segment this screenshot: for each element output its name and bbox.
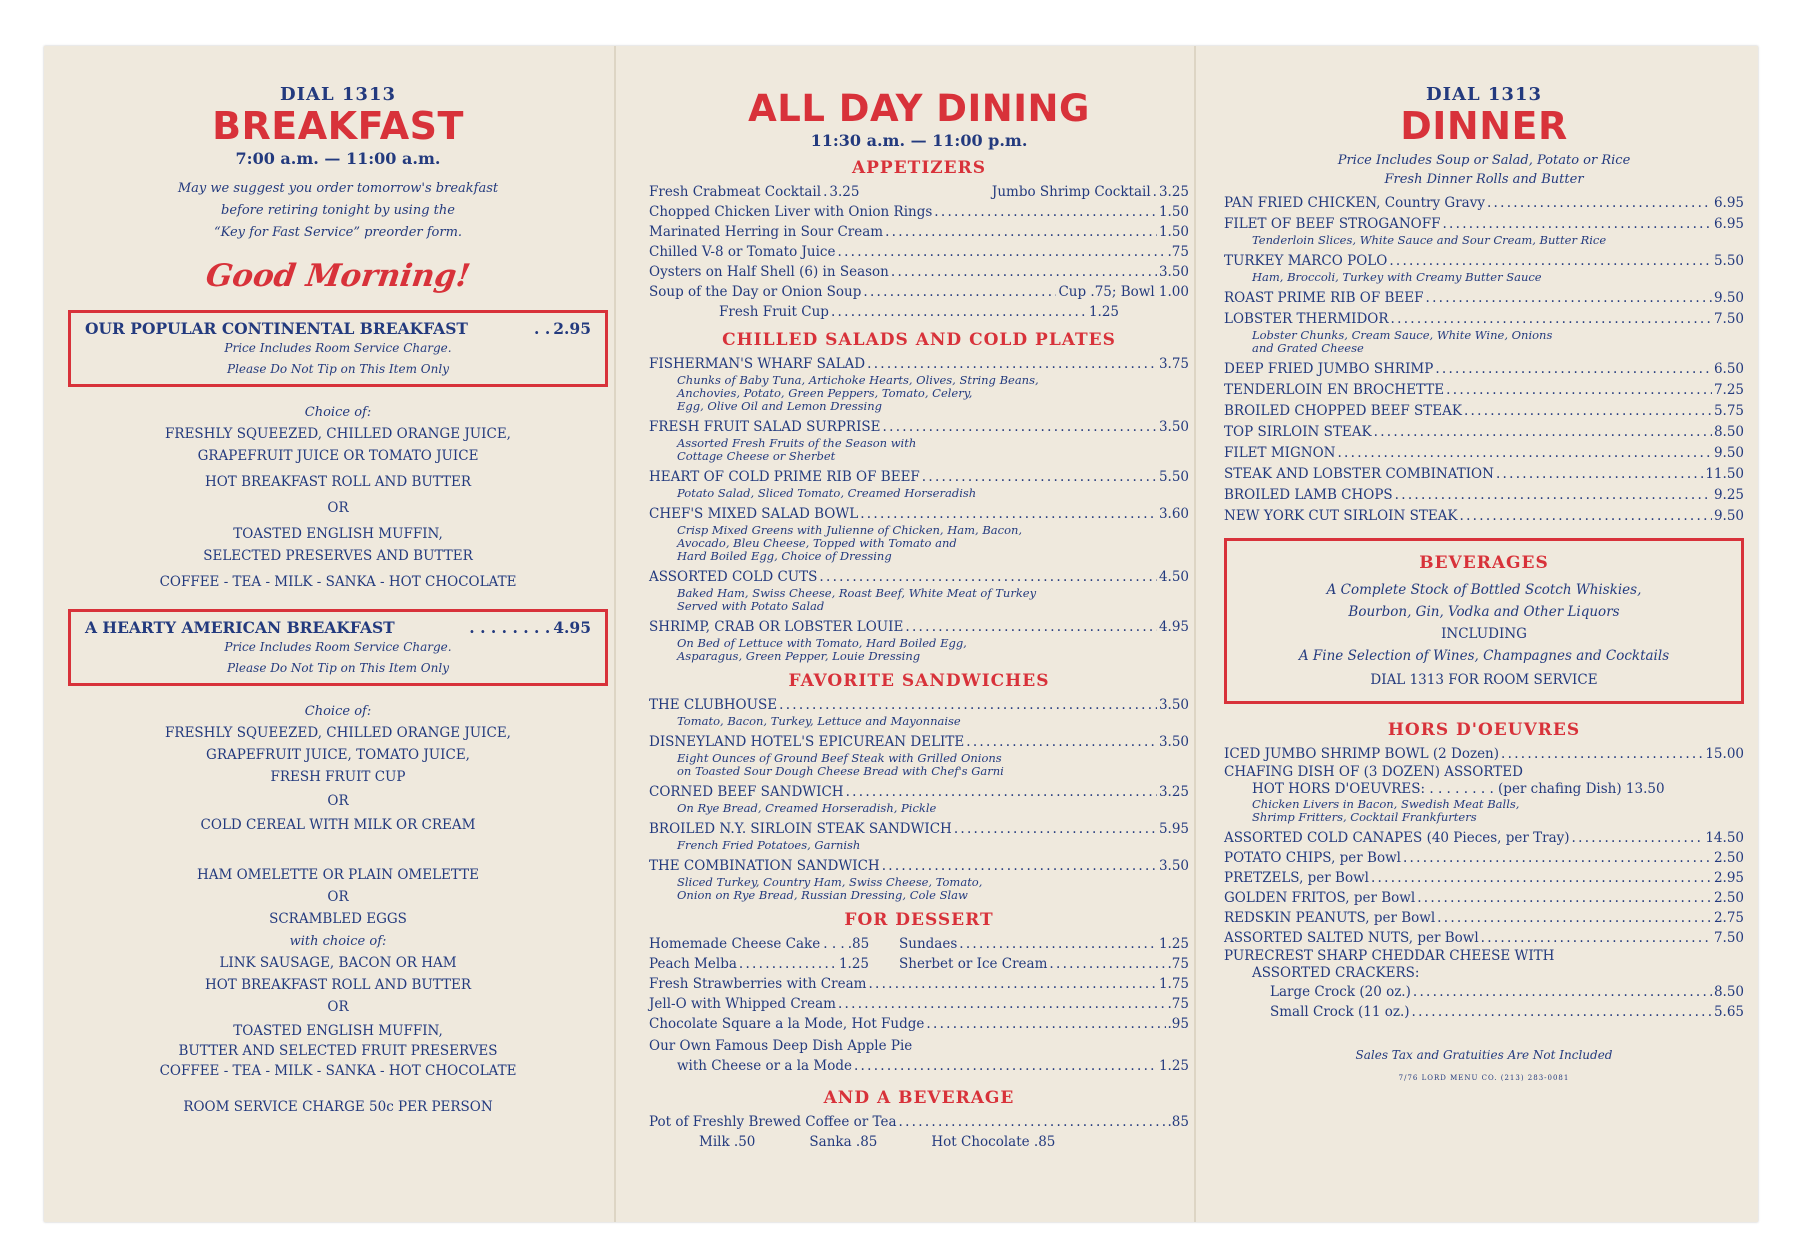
item-description [649,802,1189,815]
menu-line [1224,928,1744,948]
description-line: Eight Ounces of Ground Beef Steak with Grilled Onions [677,751,1002,765]
dot-leader [954,819,1157,839]
menu-line [649,994,1189,1014]
item-price: 3.75 [1158,356,1189,372]
menu-line [649,782,1189,802]
description-line: Served with Potato Salad [677,599,825,613]
menu-line [649,695,1189,715]
dot-leader [779,695,1157,715]
dot-leader [837,242,1165,262]
menu-line [649,819,1189,839]
item-description [1224,234,1744,247]
all-day-panel [649,46,1189,1222]
item-price: 9.50 [1713,290,1744,306]
menu-item [1224,908,1744,928]
menu-item [1224,506,1744,526]
description-line: Avocado, Bleu Cheese, Topped with Tomato and [677,536,957,550]
item-name: SHRIMP, CRAB OR LOBSTER LOUIE [649,619,904,635]
printer-credit: 7/76 LORD MENU CO. (213) 283-0081 [1398,1074,1570,1082]
item-name: BROILED LAMB CHOPS [1224,487,1393,503]
item-price: 3.50 [1158,697,1189,713]
item-price: 5.65 [1713,1004,1744,1020]
menu-item [649,222,1189,242]
menu-line [1224,888,1744,908]
item-price: 4.50 [1158,569,1189,585]
menu-line: ASSORTED CRACKERS: [1252,965,1420,981]
breakfast-hours: 7:00 a.m. — 11:00 a.m. [235,149,441,168]
dot-leader [882,856,1157,876]
menu-line [1224,251,1744,271]
continental-options: FRESHLY SQUEEZED, CHILLED ORANGE JUICE, GRAPEFRUIT JUICE OR TOMATO JUICE HOT BREAKFAST ROLL AND BUTTER OR TOASTED ENGLISH MUFFIN, SELECTED PRESERVES AND BUTTER COFFEE - TEA - MILK - SANKA - HOT CHOCOLATE [159,426,517,590]
item-name: Small Crock (11 oz.) [1270,1004,1410,1020]
beverages-box: BEVERAGES A Complete Stock of Bottled Scotch Whiskies, Bourbon, Gin, Vodka and Other Liquors INCLUDING A Fine Selection of Wines, Champagnes and Cocktails DIAL 1313 FOR ROOM SERVICE [1224,538,1744,704]
item-name: FILET MIGNON [1224,445,1336,461]
menu-line [1224,443,1744,463]
dot-leader [1391,309,1712,329]
menu-line: Peach Melba . . . 1.25 Sherbet or Ice Cream . . . .75 [649,954,1189,974]
item-description [649,437,1189,463]
dot-leader [1446,380,1712,400]
item-name: FISHERMAN'S WHARF SALAD [649,356,866,372]
menu-line [649,567,1189,587]
description-line: Baked Ham, Swiss Cheese, Roast Beef, White Meat of Turkey [677,586,1037,600]
dinner-dial: DIAL 1313 [1425,84,1542,105]
item-description [649,637,1189,663]
menu-item [1224,485,1744,505]
description-line: and Grated Cheese [1252,341,1364,355]
description-line: Tomato, Bacon, Turkey, Lettuce and Mayonnaise [677,714,961,728]
breakfast-title: BREAKFAST [212,104,464,148]
greeting: Good Morning! [203,258,473,294]
dot-leader [883,417,1157,437]
menu-item [649,262,1189,282]
item-description [649,487,1189,500]
item-name: Chopped Chicken Liver with Onion Rings [649,204,933,220]
item-name: Chilled V-8 or Tomato Juice [649,244,836,260]
menu-line [649,202,1189,222]
item-price: 4.95 [1158,619,1189,635]
dot-leader [1403,848,1712,868]
menu-item [1224,464,1744,484]
appetizers-heading: APPETIZERS [851,158,987,178]
item-price: 6.95 [1713,195,1744,211]
item-name: HEART OF COLD PRIME RIB OF BEEF [649,469,920,485]
sandwiches-heading: FAVORITE SANDWICHES [788,671,1050,691]
item-name: ROAST PRIME RIB OF BEEF [1224,290,1424,306]
menu-item [649,202,1189,222]
menu-item [649,504,1189,563]
menu-item [1224,443,1744,463]
dot-leader [966,732,1157,752]
item-price: .75 [1167,996,1189,1012]
menu-line: ICED JUMBO SHRIMP BOWL (2 Dozen) . . . 15.00 [1224,744,1744,764]
item-name: POTATO CHIPS, per Bowl [1224,850,1401,866]
item-price: 1.75 [1158,976,1189,992]
menu-line [1224,908,1744,928]
item-name: DEEP FRIED JUMBO SHRIMP [1224,361,1434,377]
menu-item [1270,1002,1744,1022]
dot-leader [1417,888,1712,908]
menu-line: with Cheese or a la Mode . . . 1.25 [649,1056,1189,1076]
menu-item [649,302,1189,322]
item-description: Chicken Livers in Bacon, Swedish Meat Balls, Shrimp Fritters, Cocktail Frankfurters [1252,797,1520,824]
item-name: GOLDEN FRITOS, per Bowl [1224,890,1416,906]
dot-leader [1413,982,1712,1002]
description-line: Egg, Olive Oil and Lemon Dressing [677,399,882,413]
menu-line [1224,309,1744,329]
menu-line [649,242,1189,262]
item-name: Fresh Fruit Cup [719,304,829,320]
item-name: THE COMBINATION SANDWICH [649,858,880,874]
menu-line: Our Own Famous Deep Dish Apple Pie [649,1038,913,1054]
dot-leader [934,202,1157,222]
item-price: 6.50 [1713,361,1744,377]
menu-item [649,242,1189,262]
description-line: Onion on Rye Bread, Russian Dressing, Cole Slaw [677,888,968,902]
item-price: 1.50 [1158,224,1189,240]
menu-item [1224,359,1744,379]
item-name: TURKEY MARCO POLO [1224,253,1388,269]
menu-line [1224,401,1744,421]
dot-leader [1437,908,1712,928]
item-price: Cup .75; Bowl 1.00 [1058,284,1189,300]
item-price: 3.50 [1158,858,1189,874]
description-line: Hard Boiled Egg, Choice of Dressing [677,549,892,563]
menu-item [649,732,1189,778]
dot-leader [922,467,1157,487]
menu-item [1224,251,1744,284]
menu-line [1270,1002,1744,1022]
item-name: Jell-O with Whipped Cream [649,996,836,1012]
dot-leader [860,504,1157,524]
menu-item [649,354,1189,413]
dot-leader [868,974,1157,994]
item-price: 7.25 [1713,382,1744,398]
menu-item [1224,401,1744,421]
item-description [649,715,1189,728]
menu-item [1224,309,1744,355]
menu-line [1224,288,1744,308]
item-price: 7.50 [1713,311,1744,327]
item-name: BROILED N.Y. SIRLOIN STEAK SANDWICH [649,821,952,837]
choice-label: Choice of: [304,704,372,719]
item-price: 3.50 [1158,419,1189,435]
item-name: Chocolate Square a la Mode, Hot Fudge [649,1016,925,1032]
sandwiches-list [649,695,1189,902]
item-price: 2.50 [1713,890,1744,906]
item-description [649,752,1189,778]
menu-line [1224,485,1744,505]
item-description [1224,271,1744,284]
menu-line [649,222,1189,242]
american-options: FRESHLY SQUEEZED, CHILLED ORANGE JUICE, GRAPEFRUIT JUICE, TOMATO JUICE, FRESH FRUIT CUP OR COLD CEREAL WITH MILK OR CREAM [165,725,511,833]
item-price: 1.25 [1088,304,1119,320]
menu-item [649,282,1189,302]
description-line: Sliced Turkey, Country Ham, Swiss Cheese, Tomato, [677,875,983,889]
menu-line: CHAFING DISH OF (3 DOZEN) ASSORTED [1224,764,1523,780]
dot-leader [905,617,1157,637]
item-price: 14.50 [1705,830,1744,846]
dot-leader [1435,359,1712,379]
salads-heading: CHILLED SALADS AND COLD PLATES [722,330,1116,350]
dessert-heading: FOR DESSERT [844,910,994,930]
item-name: Oysters on Half Shell (6) in Season [649,264,889,280]
dot-leader [1464,401,1712,421]
item-name: Soup of the Day or Onion Soup [649,284,862,300]
menu-item [649,567,1189,613]
with-choice-label: with choice of: [289,934,387,949]
item-name: FRESH FRUIT SALAD SURPRISE [649,419,881,435]
menu-item [1224,193,1744,213]
dot-leader [1426,288,1712,308]
dot-leader [1481,928,1712,948]
item-price: 8.50 [1713,984,1744,1000]
fold-line [614,46,616,1222]
description-line: Lobster Chunks, Cream Sauce, White Wine, Onions [1252,328,1553,342]
item-price: 9.25 [1713,487,1744,503]
menu-line [649,354,1189,374]
item-name: ASSORTED COLD CANAPES (40 Pieces, per Tray) [1224,830,1570,846]
menu-line [649,504,1189,524]
item-name: Large Crock (20 oz.) [1270,984,1411,1000]
american-box: A HEARTY AMERICAN BREAKFAST . . . . . . . . 4.95 Price Includes Room Service Charge. Please Do Not Tip on This Item Only [68,609,608,686]
description-line: Assorted Fresh Fruits of the Season with [677,436,917,450]
item-description [649,876,1189,902]
hors-list [1224,828,1744,948]
menu-item [1224,848,1744,868]
description-line: Crisp Mixed Greens with Julienne of Chicken, Ham, Bacon, [677,523,1023,537]
tax-note: Sales Tax and Gratuities Are Not Included [1355,1048,1613,1062]
item-price: 3.25 [1158,784,1189,800]
menu-line [649,262,1189,282]
egg-options: HAM OMELETTE OR PLAIN OMELETTE OR SCRAMBLED EGGS [196,867,480,927]
description-line: Potato Salad, Sliced Tomato, Creamed Horseradish [677,486,977,500]
menu-item [1224,214,1744,247]
dot-leader [1487,193,1712,213]
description-line: on Toasted Sour Dough Cheese Bread with Chef's Garni [677,764,1004,778]
appetizers-list [649,202,1189,322]
cheese-list [1224,982,1744,1022]
item-name: TENDERLOIN EN BROCHETTE [1224,382,1445,398]
menu-line [649,302,1189,322]
menu-line: Fresh Crabmeat Cocktail . 3.25 Jumbo Shrimp Cocktail . 3.25 [649,184,1189,200]
item-name: STEAK AND LOBSTER COMBINATION [1224,466,1494,482]
dot-leader [819,567,1157,587]
item-price: 5.95 [1158,821,1189,837]
item-description [649,839,1189,852]
menu-line: Milk .50 Sanka .85 Hot Chocolate .85 [699,1134,1056,1150]
description-line: Chunks of Baby Tuna, Artichoke Hearts, Olives, String Beans, [677,373,1039,387]
menu-item [1224,888,1744,908]
menu-sheet [44,46,1758,1222]
dot-leader [885,222,1157,242]
description-line: Ham, Broccoli, Turkey with Creamy Butter Sauce [1252,270,1542,284]
item-price: 5.50 [1713,253,1744,269]
menu-item [649,617,1189,663]
fold-line [1194,46,1196,1222]
item-price: 2.50 [1713,850,1744,866]
menu-item [1224,422,1744,442]
item-price: 5.50 [1158,469,1189,485]
dot-leader [1412,1002,1712,1022]
side-options: LINK SAUSAGE, BACON OR HAM HOT BREAKFAST ROLL AND BUTTER OR TOASTED ENGLISH MUFFIN, BUTTER AND SELECTED FRUIT PRESERVES COFFEE - TEA - MILK - SANKA - HOT CHOCOLATE [159,955,517,1079]
menu-line [649,974,1189,994]
dinner-note: Price Includes Soup or Salad, Potato or Rice Fresh Dinner Rolls and Butter [1337,153,1631,187]
menu-item [1224,868,1744,888]
menu-item [649,417,1189,463]
beverage-heading: AND A BEVERAGE [823,1088,1015,1108]
menu-item [649,467,1189,500]
item-name: CORNED BEEF SANDWICH [649,784,844,800]
item-description [649,524,1189,563]
dot-leader [838,994,1166,1014]
menu-item [649,1014,1189,1034]
menu-line [1224,464,1744,484]
hors-heading: HORS D'OEUVRES [1387,720,1581,740]
all-day-title: ALL DAY DINING [748,87,1090,130]
breakfast-dial: DIAL 1313 [279,84,396,105]
dot-leader [1572,828,1704,848]
breakfast-panel [68,46,608,1222]
menu-line [649,732,1189,752]
item-name: ASSORTED COLD CUTS [649,569,818,585]
item-description [1224,329,1744,355]
dot-leader [1337,443,1711,463]
item-name: CHEF'S MIXED SALAD BOWL [649,506,859,522]
item-name: FILET OF BEEF STROGANOFF [1224,216,1441,232]
dot-leader [1371,868,1712,888]
item-description [649,587,1189,613]
description-line: Asparagus, Green Pepper, Louie Dressing [677,649,921,663]
item-price: 11.50 [1705,466,1744,482]
description-line: Anchovies, Potato, Green Peppers, Tomato, Celery, [677,386,973,400]
menu-line [649,617,1189,637]
menu-item [649,782,1189,815]
dot-leader [867,354,1157,374]
dot-leader [1442,214,1711,234]
dinner-title: DINNER [1400,104,1568,148]
salads-list [649,354,1189,663]
item-name: DISNEYLAND HOTEL'S EPICUREAN DELITE [649,734,965,750]
item-price: .95 [1167,1016,1189,1032]
menu-item [1270,982,1744,1002]
dinner-list [1224,193,1744,526]
dot-leader [863,282,1056,302]
dot-leader [1374,422,1712,442]
menu-item [1224,288,1744,308]
menu-line [1224,828,1744,848]
item-name: LOBSTER THERMIDOR [1224,311,1389,327]
continental-box: OUR POPULAR CONTINENTAL BREAKFAST . . 2.95 Price Includes Room Service Charge. Please Do Not Tip on This Item Only [68,310,608,387]
description-line: On Bed of Lettuce with Tomato, Hard Boiled Egg, [677,636,967,650]
menu-line [1224,422,1744,442]
item-price: 8.50 [1713,424,1744,440]
menu-item [649,695,1189,728]
dot-leader [846,782,1157,802]
dot-leader [926,1014,1165,1034]
description-line: On Rye Bread, Creamed Horseradish, Pickle [677,801,937,815]
menu-item [649,856,1189,902]
menu-line [1224,848,1744,868]
description-line: French Fried Potatoes, Garnish [677,838,861,852]
menu-item [1224,928,1744,948]
item-price: 3.60 [1158,506,1189,522]
menu-line [649,417,1189,437]
menu-item [1224,828,1744,848]
item-name: BROILED CHOPPED BEEF STEAK [1224,403,1462,419]
item-name: NEW YORK CUT SIRLOIN STEAK [1224,508,1458,524]
menu-line [1270,982,1744,1002]
menu-line [1224,359,1744,379]
menu-line: Homemade Cheese Cake . . . .85 Sundaes . . . 1.25 [649,934,1189,954]
item-name: ASSORTED SALTED NUTS, per Bowl [1224,930,1479,946]
item-price: 2.75 [1713,910,1744,926]
item-price: 9.50 [1713,445,1744,461]
menu-item [649,819,1189,852]
item-name: PRETZELS, per Bowl [1224,870,1369,886]
item-price: 5.75 [1713,403,1744,419]
item-name: Marinated Herring in Sour Cream [649,224,884,240]
dot-leader [1389,251,1712,271]
menu-line [649,282,1189,302]
description-line: Tenderloin Slices, White Sauce and Sour Cream, Butter Rice [1252,233,1607,247]
room-service-charge: ROOM SERVICE CHARGE 50c PER PERSON [183,1099,493,1115]
item-name: PAN FRIED CHICKEN, Country Gravy [1224,195,1485,211]
item-name: THE CLUBHOUSE [649,697,778,713]
menu-line [1224,868,1744,888]
description-line: Cottage Cheese or Sherbet [677,449,836,463]
item-description [649,374,1189,413]
menu-item [1224,380,1744,400]
beverages-heading: BEVERAGES [1419,553,1549,573]
item-price: 1.50 [1158,204,1189,220]
menu-line [649,467,1189,487]
dot-leader [1395,485,1712,505]
menu-line: Pot of Freshly Brewed Coffee or Tea . . . .85 [649,1112,1189,1132]
item-name: TOP SIRLOIN STEAK [1224,424,1372,440]
choice-label: Choice of: [304,405,372,420]
dot-leader [1460,506,1712,526]
item-price: 3.50 [1158,734,1189,750]
menu-item [649,994,1189,1014]
all-day-hours: 11:30 a.m. — 11:00 p.m. [810,131,1028,150]
menu-line [649,1014,1189,1034]
dot-leader [831,302,1087,322]
item-price: 2.95 [1713,870,1744,886]
dot-leader [1496,464,1703,484]
dot-leader [891,262,1157,282]
desserts-list [649,974,1189,1034]
menu-line: HOT HORS D'OEUVRES: . . . . . . . . (per chafing Dish) 13.50 [1252,781,1665,797]
breakfast-suggestion: May we suggest you order tomorrow's breakfast before retiring tonight by using the “Key for Fast Service” preorder form. [177,181,499,240]
menu-item [649,974,1189,994]
item-name: Fresh Strawberries with Cream [649,976,867,992]
item-price: 3.50 [1158,264,1189,280]
menu-line [649,856,1189,876]
menu-line [1224,380,1744,400]
dinner-panel [1224,46,1744,1222]
item-name: REDSKIN PEANUTS, per Bowl [1224,910,1436,926]
menu-line [1224,506,1744,526]
item-price: 6.95 [1713,216,1744,232]
menu-line: PURECREST SHARP CHEDDAR CHEESE WITH [1224,948,1555,964]
menu-line [1224,214,1744,234]
item-price: .75 [1167,244,1189,260]
item-price: 7.50 [1713,930,1744,946]
menu-line [1224,193,1744,213]
item-price: 9.50 [1713,508,1744,524]
